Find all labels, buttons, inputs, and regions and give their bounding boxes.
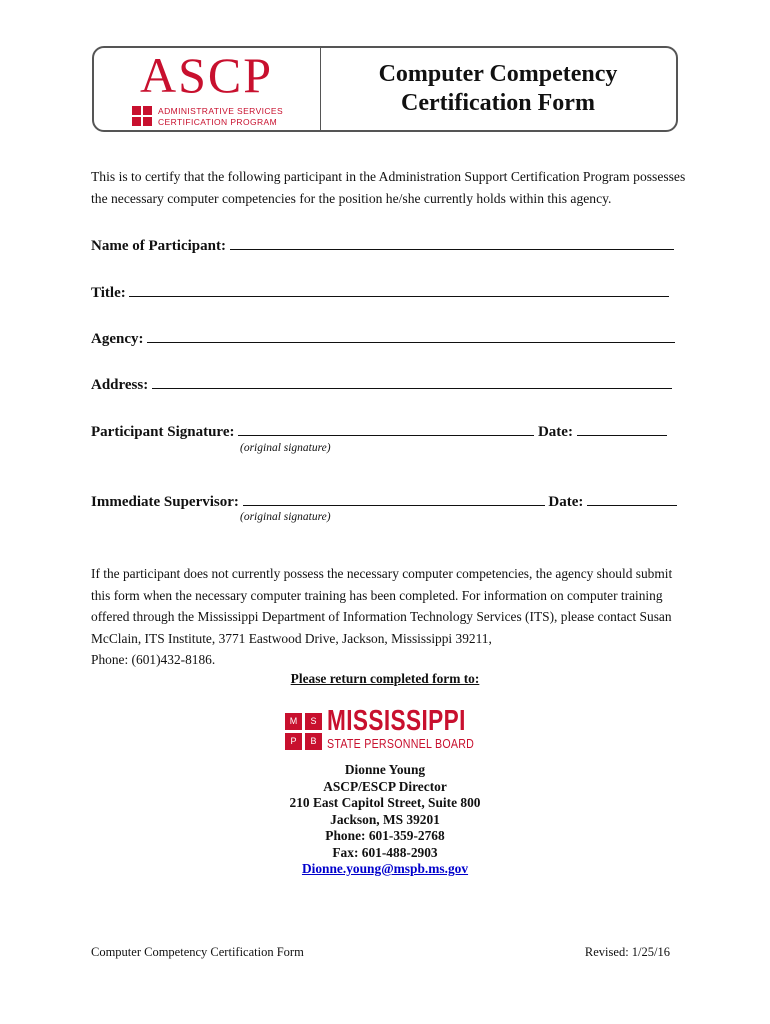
agency-row [91, 328, 675, 348]
participant-signature-field[interactable] [238, 421, 534, 436]
participant-date-field[interactable] [577, 421, 667, 436]
header-box [92, 46, 678, 132]
name-of-participant-field[interactable] [230, 235, 674, 250]
address-row [91, 374, 672, 394]
form-title-line1: Computer Competency [378, 61, 618, 87]
form-title-line2: Certification Form [401, 90, 595, 116]
ascp-logo [132, 47, 284, 127]
contact-street: 210 East Capitol Street, Suite 800 [289, 795, 481, 810]
info-paragraph [91, 563, 691, 671]
mspb-letter-p: P [285, 733, 302, 750]
title-label: Title: [91, 285, 126, 301]
immediate-supervisor-field[interactable] [243, 491, 545, 506]
info-phone: Phone: (601)432-8186. [91, 652, 216, 667]
contact-role: ASCP/ESCP Director [323, 778, 447, 794]
address-field[interactable] [152, 374, 672, 389]
participant-signature-row [91, 421, 667, 441]
ascp-logo-subtitle [158, 106, 283, 127]
immediate-supervisor-row [91, 491, 677, 511]
contact-phone: Phone: 601-359-2768 [325, 828, 445, 843]
contact-email-link[interactable]: Dionne.young@mspb.ms.gov [301, 861, 469, 876]
participant-signature-hint: (original signature) [240, 442, 331, 454]
participant-signature-label: Participant Signature: [91, 424, 235, 440]
mspb-logo [285, 705, 495, 753]
contact-fax: Fax: 601-488-2903 [332, 844, 438, 860]
address-label: Address: [91, 377, 149, 393]
ascp-logo-sub-line1: ADMINISTRATIVE SERVICES [158, 106, 284, 116]
ascp-logo-text: ASCP [140, 47, 274, 103]
intro-paragraph: This is to certify that the following participant in the Administration Support Certification Program possesses the necessary computer competencies for the position he/she currently holds within this agency. [91, 169, 686, 206]
mspb-letter-m: M [285, 713, 302, 730]
agency-field[interactable] [147, 328, 675, 343]
ascp-logo-squares-icon [132, 106, 152, 126]
agency-label: Agency: [91, 331, 144, 347]
mspb-logo-grid-icon [285, 713, 323, 751]
participant-date-label: Date: [537, 424, 573, 440]
return-heading: Please return completed form to: [290, 671, 480, 686]
contact-city: Jackson, MS 39201 [330, 811, 440, 827]
mspb-letter-s: S [305, 713, 322, 730]
supervisor-date-label: Date: [548, 494, 584, 510]
mspb-letter-b: B [305, 733, 322, 750]
ascp-logo-sub-line2: CERTIFICATION PROGRAM [158, 116, 278, 127]
footer-form-name: Computer Competency Certification Form [91, 945, 304, 959]
supervisor-signature-hint: (original signature) [240, 511, 331, 523]
info-text: If the participant does not currently possess the necessary computer competencies, the agency should submit this form when the necessary computer training has been completed. For information on computer training offered through the Mississippi Department of Information Technology Services (ITS), please contact Susan McClain, ITS Institute, 3771 Eastwood Drive, Jackson, Mississippi 39211, [91, 566, 673, 646]
immediate-supervisor-label: Immediate Supervisor: [91, 494, 239, 510]
mspb-logo-name: MISSISSIPPI [327, 705, 466, 737]
name-of-participant-label: Name of Participant: [91, 238, 226, 254]
contact-block [0, 762, 770, 878]
name-of-participant-row [91, 235, 674, 255]
supervisor-date-field[interactable] [587, 491, 677, 506]
form-title [320, 60, 676, 118]
contact-name: Dionne Young [344, 762, 426, 777]
title-row [91, 282, 669, 302]
mspb-logo-subtitle: STATE PERSONNEL BOARD [327, 736, 475, 751]
title-field[interactable] [129, 282, 669, 297]
footer-revised-date: Revised: 1/25/16 [584, 945, 670, 959]
